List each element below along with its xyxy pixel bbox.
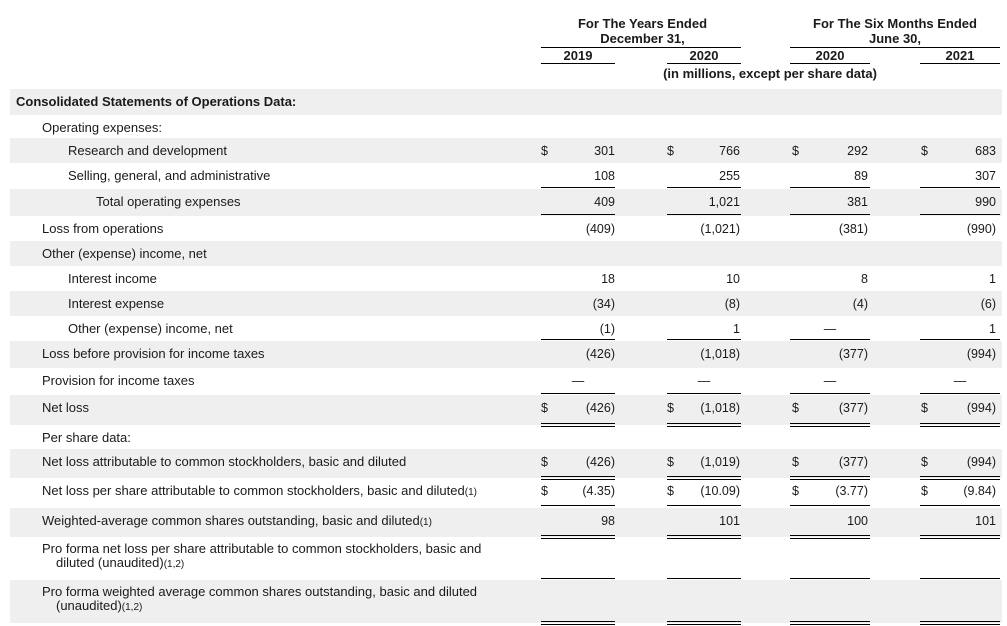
value-cell: 381 (847, 195, 868, 209)
value-cell: (6) (980, 297, 996, 311)
value-cell: (994) (966, 455, 996, 469)
value-cell: 683 (975, 144, 996, 158)
currency-symbol: $ (921, 144, 928, 158)
row-label-text: Selling, general, and administrative (68, 168, 271, 183)
subtotal-rule (920, 393, 1000, 394)
value-cell: 409 (594, 195, 615, 209)
value-cell: 10 (726, 272, 740, 286)
value-cell: (1,018) (700, 347, 740, 361)
col-rule-2021 (920, 63, 1000, 64)
currency-symbol: $ (792, 401, 799, 415)
value-cell: (9.84) (963, 484, 996, 498)
value-cell: — (953, 374, 967, 388)
value-cell: 100 (847, 514, 868, 528)
subtotal-rule (541, 393, 615, 394)
currency-symbol: $ (541, 144, 548, 158)
subtotal-rule (541, 339, 615, 340)
value-cell: (409) (585, 222, 615, 236)
value-cell: 990 (975, 195, 996, 209)
row-label-text: Weighted-average common shares outstanding, basic and diluted (42, 513, 420, 528)
footnote-ref: (1,2) (163, 559, 185, 570)
value-cell: 89 (854, 169, 868, 183)
total-rule (920, 621, 1000, 625)
row-label-text: Interest expense (68, 296, 165, 311)
value-cell: (1) (599, 322, 615, 336)
value-cell: (4.35) (582, 484, 615, 498)
table-row (10, 580, 1002, 623)
value-cell: — (571, 374, 585, 388)
value-cell: 301 (594, 144, 615, 158)
row-label (42, 347, 265, 361)
row-label-text: Net loss per share attributable to common stockholders, basic and diluted (42, 483, 465, 498)
subtotal-rule (920, 339, 1000, 340)
currency-symbol: $ (667, 401, 674, 415)
header-years-ended: For The Years Ended December 31, (577, 16, 708, 46)
subtotal-rule (920, 187, 1000, 188)
total-rule (790, 621, 870, 625)
total-rule (541, 621, 615, 625)
value-cell: 98 (601, 514, 615, 528)
value-cell: 8 (861, 272, 868, 286)
footnote-ref: (1) (464, 487, 477, 498)
currency-symbol: $ (667, 484, 674, 498)
value-cell: 766 (719, 144, 740, 158)
table-row (10, 316, 1002, 341)
currency-symbol: $ (921, 455, 928, 469)
value-cell: 1 (989, 272, 996, 286)
currency-symbol: $ (792, 484, 799, 498)
value-cell: — (697, 374, 711, 388)
value-cell: (3.77) (835, 484, 868, 498)
col-rule-2019 (541, 63, 615, 64)
row-label-text: Total operating expenses (96, 194, 241, 209)
table-row (10, 241, 1002, 266)
value-cell: (994) (966, 401, 996, 415)
row-label (42, 374, 194, 388)
table-row (10, 449, 1002, 478)
row-label-text: Interest income (68, 271, 157, 286)
total-rule (667, 621, 741, 625)
value-cell: (426) (585, 455, 615, 469)
value-cell: 101 (719, 514, 740, 528)
row-label-text: Consolidated Statements of Operations Data: (16, 94, 297, 109)
subtotal-rule (790, 339, 870, 340)
row-label (42, 542, 481, 572)
header-six-months-ended: For The Six Months Ended June 30, (813, 16, 977, 46)
value-cell: 292 (847, 144, 868, 158)
value-cell: (377) (838, 347, 868, 361)
value-cell: 18 (601, 272, 615, 286)
row-label-text: Per share data: (42, 430, 131, 445)
table-row (10, 425, 1002, 449)
value-cell: 255 (719, 169, 740, 183)
table-row (10, 189, 1002, 216)
value-cell: (426) (585, 401, 615, 415)
row-label (42, 455, 406, 469)
currency-symbol: $ (541, 455, 548, 469)
row-label (68, 297, 164, 311)
value-cell: (1,021) (700, 222, 740, 236)
row-label (16, 95, 296, 109)
row-label (68, 272, 157, 286)
subtotal-rule (667, 393, 741, 394)
value-cell: (377) (838, 455, 868, 469)
table-row (10, 216, 1002, 241)
subtotal-rule (790, 187, 870, 188)
value-cell: (426) (585, 347, 615, 361)
row-label (42, 247, 207, 261)
row-label-text: Loss from operations (42, 221, 164, 236)
row-label-text: Operating expenses: (42, 120, 162, 135)
currency-symbol: $ (541, 401, 548, 415)
currency-symbol: $ (667, 144, 674, 158)
subtotal-rule (541, 187, 615, 188)
row-label (68, 169, 270, 183)
col-header-2020b: 2020 (815, 48, 845, 63)
currency-symbol: $ (921, 401, 928, 415)
col-header-2019: 2019 (563, 48, 593, 63)
value-cell: (1,019) (700, 455, 740, 469)
value-cell: (1,018) (700, 401, 740, 415)
row-label-text: Provision for income taxes (42, 373, 195, 388)
value-cell: 108 (594, 169, 615, 183)
value-cell: (34) (592, 297, 615, 311)
row-label (42, 585, 477, 615)
table-row (10, 266, 1002, 291)
value-cell: (8) (724, 297, 740, 311)
row-label (68, 144, 227, 158)
row-label-text: Research and development (68, 143, 227, 158)
footnote-ref: (1,2) (121, 602, 143, 613)
table-row (10, 163, 1002, 189)
table-row (10, 341, 1002, 368)
subtotal-rule (667, 187, 741, 188)
row-label-text: Net loss attributable to common stockholders, basic and diluted (42, 454, 407, 469)
table-row (10, 395, 1002, 425)
table-row (10, 537, 1002, 580)
currency-symbol: $ (792, 455, 799, 469)
currency-symbol: $ (792, 144, 799, 158)
currency-symbol: $ (541, 484, 548, 498)
value-cell: (381) (838, 222, 868, 236)
table-row (10, 368, 1002, 395)
subtotal-rule (667, 214, 741, 215)
row-label (68, 322, 233, 336)
value-cell: 307 (975, 169, 996, 183)
table-row (10, 508, 1002, 537)
row-label-text-2: diluted (unaudited) (56, 555, 164, 570)
row-label (42, 401, 89, 415)
table-row (10, 89, 1002, 115)
value-cell: 1 (733, 322, 740, 336)
value-cell: — (823, 322, 837, 336)
footnote-ref: (1) (419, 517, 432, 528)
value-cell: (10.09) (700, 484, 740, 498)
col-rule-2020a (667, 63, 741, 64)
row-label-text: Other (expense) income, net (42, 246, 207, 261)
value-cell: 1,021 (708, 195, 740, 209)
subtotal-rule (790, 393, 870, 394)
value-cell: (990) (966, 222, 996, 236)
row-label (96, 195, 241, 209)
table-row (10, 478, 1002, 507)
col-header-2020a: 2020 (689, 48, 719, 63)
col-rule-2020b (790, 63, 870, 64)
value-cell: 101 (975, 514, 996, 528)
currency-symbol: $ (667, 455, 674, 469)
col-header-2021: 2021 (945, 48, 975, 63)
table-row (10, 138, 1002, 163)
currency-symbol: $ (921, 484, 928, 498)
row-label (42, 121, 162, 135)
table-row (10, 291, 1002, 316)
unit-note: (in millions, except per share data) (663, 66, 877, 81)
row-label-text: Other (expense) income, net (68, 321, 233, 336)
row-label-text: Pro forma net loss per share attributable to common stockholders, basic and (42, 541, 482, 556)
subtotal-rule (541, 214, 615, 215)
value-cell: (994) (966, 347, 996, 361)
value-cell: (377) (838, 401, 868, 415)
row-label (42, 514, 432, 530)
row-label-text: Net loss (42, 400, 89, 415)
value-cell: — (823, 374, 837, 388)
row-label-text: Loss before provision for income taxes (42, 346, 265, 361)
subtotal-rule (920, 214, 1000, 215)
value-cell: (4) (852, 297, 868, 311)
subtotal-rule (667, 339, 741, 340)
row-label (42, 431, 131, 445)
row-label (42, 222, 163, 236)
subtotal-rule (790, 214, 870, 215)
value-cell: 1 (989, 322, 996, 336)
row-label (42, 484, 477, 500)
row-label-text: Pro forma weighted average common shares outstanding, basic and diluted (42, 584, 478, 599)
table-row (10, 115, 1002, 138)
row-label-text-2: (unaudited) (56, 598, 122, 613)
